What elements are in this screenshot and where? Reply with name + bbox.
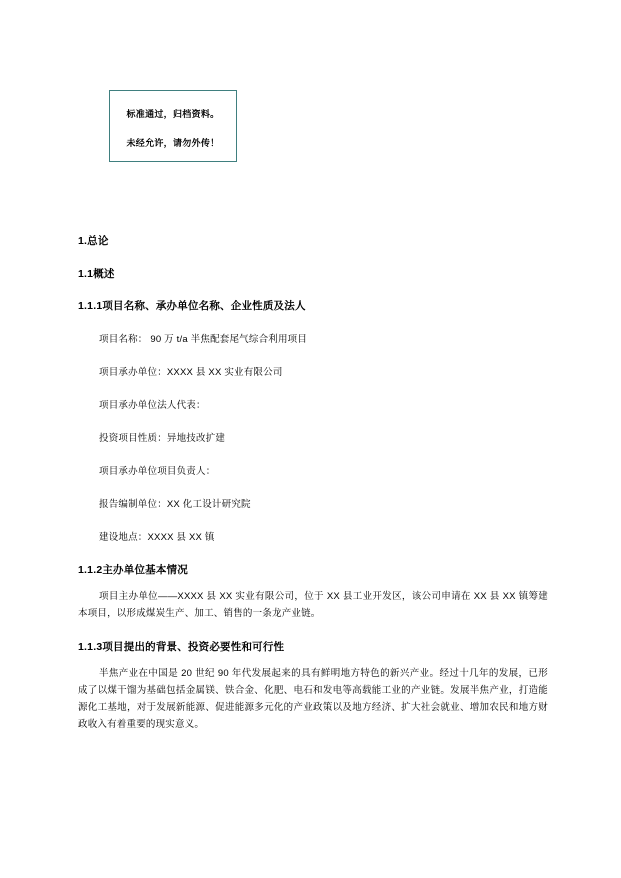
- field-project-leader: 项目承办单位项目负责人：: [99, 465, 216, 477]
- field-project-name: 项目名称： 90 万 t/a 半焦配套尾气综合利用项目: [99, 333, 308, 345]
- notice-line-2: 未经允许，请勿外传！: [126, 138, 220, 148]
- section-1-1-3-body: 半焦产业在中国是 20 世纪 90 年代发展起来的具有鲜明地方特色的新兴产业。经过十几年的发展，已形成了以煤干馏为基础包括金属镁、铁合金、化肥、电石和发电等高载能工业的产业链。发展半焦产业，打造能源化工基地，对于发展新能源、促进能源多元化的产业政策以及地方经济、扩大社会就业、增加农民和地方财政收入有着重要的现实意义。: [78, 668, 548, 731]
- notice-box: [109, 90, 237, 162]
- section-1-1-1-title: 1.1.1项目名称、承办单位名称、企业性质及法人: [78, 300, 306, 312]
- section-1-1-3-title: 1.1.3项目提出的背景、投资必要性和可行性: [78, 640, 285, 653]
- section-1-1-2-title: 1.1.2主办单位基本情况: [78, 563, 188, 576]
- field-location: 建设地点：XXXX 县 XX 镇: [99, 531, 215, 543]
- section-1-1-2-body: 项目主办单位——XXXX 县 XX 实业有限公司，位于 XX 县工业开发区，该公司申请在 XX 县 XX 镇筹建本项目，以形成煤炭生产、加工、销售的一条龙产业链。: [78, 591, 548, 619]
- field-report-author: 报告编制单位：XX 化工设计研究院: [99, 498, 251, 510]
- field-investment-type: 投资项目性质：异地技改扩建: [99, 432, 226, 444]
- notice-line-1: 标准通过，归档资料。: [126, 109, 220, 119]
- field-legal-rep: 项目承办单位法人代表：: [99, 399, 206, 411]
- document-body: [78, 236, 548, 734]
- section-1-title: 1.总论: [78, 235, 109, 247]
- field-host-unit: 项目承办单位：XXXX 县 XX 实业有限公司: [99, 366, 283, 378]
- section-1-1-title: 1.1概述: [78, 267, 115, 280]
